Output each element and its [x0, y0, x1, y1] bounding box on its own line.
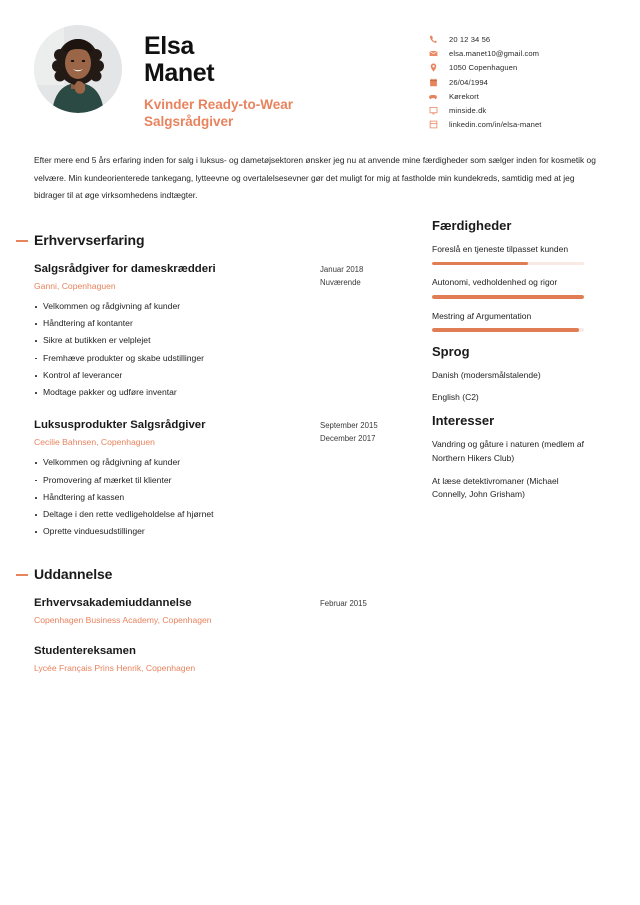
name-block: [144, 25, 426, 131]
experience-org: Cecilie Bahnsen, Copenhaguen: [34, 437, 155, 448]
list-item: Deltage i den rette vedligeholdelse af hjørnet: [34, 509, 308, 521]
skills-heading: Færdigheder: [432, 217, 512, 233]
section-interests: [432, 413, 584, 501]
job-title-line-1: Kvinder Ready-to-Wear: [144, 97, 294, 112]
education-degree: Studentereksamen: [34, 644, 136, 657]
education-entry: [34, 596, 408, 626]
skill-bar-fill: [432, 295, 584, 298]
experience-dates: [320, 418, 408, 543]
last-name: Manet: [144, 59, 215, 87]
left-column: [34, 218, 432, 674]
experience-role: Luksusprodukter Salgsrådgiver: [34, 419, 206, 432]
skill-bar-fill: [432, 328, 579, 331]
contact-item-birthdate: [426, 78, 606, 87]
skill-bar-track: [432, 328, 584, 331]
section-accent-dash: [16, 240, 28, 242]
calendar-icon: [426, 78, 440, 87]
list-item: Velkommen og rådgivning af kunder: [34, 301, 308, 313]
phone-icon: [426, 35, 440, 44]
list-item: Promovering af mærket til klienter: [34, 475, 308, 487]
date-end: Nuværende: [320, 277, 361, 287]
languages-heading: Sprog: [432, 343, 470, 359]
education-school: Lycée Français Prins Henrik, Copenhagen: [34, 662, 196, 673]
section-education: [34, 566, 408, 674]
list-item: Håndtering af kontanter: [34, 318, 308, 330]
language-item: English (C2): [432, 391, 479, 402]
contact-list: [426, 25, 606, 134]
education-degree: Erhvervsakademiuddannelse: [34, 596, 192, 609]
resume-body: [0, 204, 640, 674]
date-single: Februar 2015: [320, 598, 367, 608]
contact-phone-text: 20 12 34 56: [449, 35, 491, 44]
date-end: December 2017: [320, 434, 376, 444]
right-column: [432, 218, 584, 674]
interest-item: At læse detektivromaner (Michael Connelly, John Grisham): [432, 475, 559, 500]
contact-item-email: [426, 49, 606, 58]
skill-item: [432, 243, 584, 265]
education-dates: [320, 644, 408, 674]
website-icon: [426, 106, 440, 115]
location-pin-icon: [426, 63, 440, 72]
education-heading: Uddannelse: [34, 566, 408, 582]
professional-summary: Efter mere end 5 års erfaring inden for salg i luksus- og dametøjsektoren ønsker jeg nu at anvende mine færdigheder som sælger inden for kosmetik og velvære. Min kundeorienterede tankegang, lytteevne og overtalelsesevner gør det muligt for mig at fastholde min kundekreds, samtidig med at jeg bidrager til at øge virksomhedens indtægter.: [34, 155, 596, 200]
list-item: Modtage pakker og udføre inventar: [34, 387, 308, 399]
email-icon: [426, 49, 440, 58]
resume-header: [0, 0, 640, 134]
job-title-line-2: Salgsrådgiver: [144, 114, 234, 130]
list-item: Sikre at butikken er velplejet: [34, 335, 308, 347]
experience-entry: [34, 418, 408, 543]
experience-entry: [34, 262, 408, 405]
list-item: Oprette vinduesudstillinger: [34, 526, 308, 538]
skill-item: [432, 310, 584, 332]
contact-email-text: elsa.manet10@gmail.com: [449, 49, 540, 59]
contact-birthdate-text: 26/04/1994: [449, 77, 489, 87]
interest-item: Vandring og gåture i naturen (medlem af Northern Hikers Club): [432, 439, 584, 463]
section-accent-dash: [16, 574, 28, 576]
linkedin-icon: [426, 120, 440, 129]
profile-photo: [34, 25, 122, 113]
section-experience: [34, 232, 408, 544]
skill-bar-track: [432, 262, 584, 265]
education-dates: [320, 596, 408, 626]
car-icon: [426, 92, 440, 101]
education-school: Copenhagen Business Academy, Copenhagen: [34, 614, 212, 625]
experience-bullets: [34, 301, 308, 399]
contact-item-linkedin[interactable]: [426, 120, 606, 129]
skill-bar-fill: [432, 262, 528, 265]
contact-location-text: 1050 Copenhaguen: [449, 63, 518, 73]
list-item: Kontrol af leverancer: [34, 370, 308, 382]
experience-heading: Erhvervserfaring: [34, 232, 408, 248]
education-entry: [34, 644, 408, 674]
list-item: Fremhæve produkter og skabe udstillinger: [34, 353, 308, 365]
language-item: Danish (modersmålstalende): [432, 369, 541, 380]
experience-bullets: [34, 457, 308, 538]
list-item: Håndtering af kassen: [34, 492, 308, 504]
experience-role: Salgsrådgiver for dameskrædderi: [34, 262, 216, 275]
skill-label: Mestring af Argumentation: [432, 310, 532, 321]
date-start: September 2015: [320, 421, 378, 431]
skill-label: Autonomi, vedholdenhed og rigor: [432, 277, 558, 288]
contact-website-text: minside.dk: [449, 105, 487, 115]
skill-label: Foreslå en tjeneste tilpasset kunden: [432, 243, 569, 254]
interests-heading: Interesser: [432, 413, 495, 429]
contact-license-text: Kørekort: [449, 91, 479, 101]
skill-bar-track: [432, 295, 584, 298]
contact-item-location: [426, 63, 606, 72]
contact-item-website[interactable]: [426, 106, 606, 115]
first-name: Elsa: [144, 32, 194, 60]
contact-item-license: [426, 92, 606, 101]
contact-item-phone: [426, 35, 606, 44]
section-skills: [432, 218, 584, 332]
contact-linkedin-text: linkedin.com/in/elsa-manet: [449, 120, 542, 130]
list-item: Velkommen og rådgivning af kunder: [34, 457, 308, 469]
experience-org: Ganni, Copenhaguen: [34, 280, 116, 291]
experience-dates: [320, 262, 408, 405]
date-start: Januar 2018: [320, 264, 364, 274]
avatar: [34, 25, 122, 113]
section-languages: [432, 344, 584, 404]
skill-item: [432, 276, 584, 298]
